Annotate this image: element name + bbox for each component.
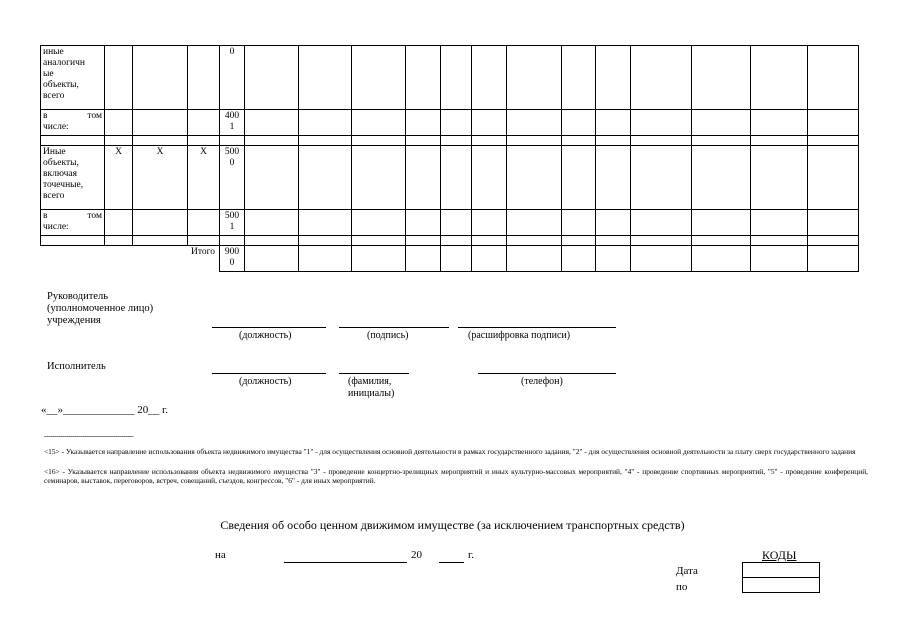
table-cell — [692, 46, 751, 110]
table-cell — [562, 246, 596, 272]
table-cell — [808, 246, 859, 272]
table-cell — [352, 110, 406, 136]
table-cell — [133, 136, 188, 146]
table-cell — [631, 236, 692, 246]
table-cell — [352, 146, 406, 210]
table-row — [41, 46, 859, 110]
table-cell — [105, 110, 133, 136]
table-cell — [41, 136, 105, 146]
year-prefix: 20 — [411, 549, 422, 561]
table-cell — [631, 136, 692, 146]
table-cell — [441, 46, 472, 110]
exec-phone-caption: (телефон) — [521, 376, 563, 387]
property-table — [40, 45, 859, 272]
table-cell — [562, 136, 596, 146]
table-cell — [692, 210, 751, 236]
table-cell — [406, 246, 441, 272]
head-label: Руководитель (уполномоченное лицо) учреждения — [47, 291, 154, 326]
table-cell — [631, 46, 692, 110]
table-cell — [188, 236, 220, 246]
table-cell — [692, 110, 751, 136]
exec-name-line[interactable] — [339, 373, 409, 374]
code-by-cell[interactable] — [743, 578, 819, 592]
table-row — [41, 110, 859, 136]
table-cell — [562, 110, 596, 136]
table-cell — [41, 236, 105, 246]
table-cell — [133, 236, 188, 246]
table-cell — [105, 210, 133, 236]
table-cell — [631, 146, 692, 210]
table-cell — [808, 146, 859, 210]
table-cell — [352, 46, 406, 110]
table-cell — [808, 110, 859, 136]
table-cell — [507, 46, 562, 110]
executor-label: Исполнитель — [47, 361, 106, 372]
year-suffix: г. — [468, 549, 475, 561]
table-cell — [751, 136, 808, 146]
table-cell — [596, 136, 631, 146]
row-code: 900 0 — [220, 246, 245, 272]
table-cell — [352, 136, 406, 146]
table-cell — [596, 246, 631, 272]
total-row — [41, 246, 859, 272]
on-label: на — [215, 549, 226, 561]
table-cell — [472, 246, 507, 272]
table-cell — [596, 236, 631, 246]
table-cell — [472, 110, 507, 136]
table-cell — [751, 210, 808, 236]
table-cell — [105, 236, 133, 246]
head-position-line[interactable] — [212, 327, 326, 328]
table-cell — [245, 136, 299, 146]
row-label: в том числе: — [41, 110, 105, 136]
table-cell — [441, 236, 472, 246]
table-cell — [631, 110, 692, 136]
head-decoding-caption: (расшифровка подписи) — [468, 330, 571, 341]
table-cell — [352, 210, 406, 236]
date-line[interactable]: «__»_____________ 20__ г. — [41, 404, 169, 416]
footnote-15: <15> - Указывается направление использования объекта недвижимого имущества "1" - для осуществления основной деятельности в рамках государственного задания, "2" - для осуществления основной деятельности за плату сверх государственного задания — [44, 447, 856, 456]
table-cell — [751, 46, 808, 110]
table-cell — [133, 46, 188, 110]
table-cell — [507, 210, 562, 236]
codes-box — [742, 562, 820, 593]
table-cell — [596, 46, 631, 110]
table-cell — [441, 246, 472, 272]
table-cell — [596, 210, 631, 236]
table-cell — [562, 146, 596, 210]
table-cell — [472, 210, 507, 236]
code-date-cell[interactable] — [743, 563, 819, 578]
table-cell — [507, 236, 562, 246]
table-cell — [562, 236, 596, 246]
table-cell — [631, 246, 692, 272]
table-cell — [245, 46, 299, 110]
table-row — [41, 236, 859, 246]
table-cell — [245, 146, 299, 210]
exec-phone-line[interactable] — [478, 373, 616, 374]
table-cell — [472, 136, 507, 146]
table-row — [41, 146, 859, 210]
table-cell — [751, 246, 808, 272]
table-cell — [441, 110, 472, 136]
table-cell — [188, 110, 220, 136]
row-code: 0 — [220, 46, 245, 110]
head-signature-line[interactable] — [339, 327, 449, 328]
table-cell — [352, 236, 406, 246]
table-cell — [751, 110, 808, 136]
cell-x: X — [133, 146, 188, 210]
cell-x: X — [188, 146, 220, 210]
table-cell — [406, 136, 441, 146]
table-cell — [507, 146, 562, 210]
table-cell — [245, 246, 299, 272]
table-cell — [299, 46, 352, 110]
exec-name-caption: (фамилия, инициалы) — [348, 376, 395, 399]
head-signature-caption: (подпись) — [367, 330, 409, 341]
table-cell — [507, 246, 562, 272]
row-label: в том числе: — [41, 210, 105, 236]
total-label: Итого — [190, 247, 215, 257]
table-cell — [472, 236, 507, 246]
table-cell — [188, 136, 220, 146]
table-cell — [562, 46, 596, 110]
table-cell — [472, 46, 507, 110]
table-cell — [441, 136, 472, 146]
table-cell — [299, 146, 352, 210]
table-cell — [245, 236, 299, 246]
table-cell — [105, 46, 133, 110]
table-cell — [692, 236, 751, 246]
table-cell — [751, 146, 808, 210]
table-row — [41, 136, 859, 146]
table-cell — [220, 136, 245, 146]
table-cell — [507, 136, 562, 146]
table-cell — [751, 236, 808, 246]
table-cell — [441, 210, 472, 236]
table-cell — [692, 136, 751, 146]
section-title: Сведения об особо ценном движимом имуществе (за исключением транспортных средств) — [220, 518, 685, 532]
table-cell — [299, 210, 352, 236]
row-code: 500 0 — [220, 146, 245, 210]
table-cell — [188, 210, 220, 236]
table-cell — [441, 146, 472, 210]
table-cell — [596, 146, 631, 210]
date-label: Дата — [676, 565, 698, 577]
table-row — [41, 210, 859, 236]
row-label: Иные объекты, включая точечные, всего — [41, 146, 105, 210]
table-cell — [406, 210, 441, 236]
table-cell — [631, 210, 692, 236]
row-code: 400 1 — [220, 110, 245, 136]
table-cell — [562, 210, 596, 236]
codes-label: КОДЫ — [762, 548, 797, 562]
table-cell — [105, 136, 133, 146]
table-cell — [406, 146, 441, 210]
footnote-separator: -------------------------------------------- — [44, 432, 134, 440]
exec-position-caption: (должность) — [239, 376, 292, 387]
table-cell — [808, 136, 859, 146]
table-cell — [808, 46, 859, 110]
table-cell — [133, 110, 188, 136]
table-cell — [352, 246, 406, 272]
table-cell — [299, 110, 352, 136]
table-cell — [692, 246, 751, 272]
row-code: 500 1 — [220, 210, 245, 236]
table-cell — [299, 136, 352, 146]
table-cell — [188, 46, 220, 110]
table-cell — [808, 236, 859, 246]
head-position-caption: (должность) — [239, 330, 292, 341]
table-cell — [245, 110, 299, 136]
date-field-line[interactable] — [284, 562, 407, 563]
table-cell — [299, 246, 352, 272]
table-cell — [220, 236, 245, 246]
table-cell — [406, 110, 441, 136]
row-label: иные аналогичн ые объекты, всего — [41, 46, 105, 110]
table-cell — [245, 210, 299, 236]
footnote-16: <16> - Указывается направление использования объекта недвижимого имущества "3" - проведение концертно-зрелищных мероприятий и иных культурно-массовых мероприятий, "4" - проведение спортивных мероприятий, "5" - проведение конференций, семинаров, выставок, переговоров, встреч, совещаний, съездов, конгрессов, "6" - для иных мероприятий. — [44, 467, 868, 485]
head-decoding-line[interactable] — [458, 327, 616, 328]
year-field-line[interactable] — [439, 562, 464, 563]
exec-position-line[interactable] — [212, 373, 326, 374]
table-cell — [472, 146, 507, 210]
table-cell — [299, 236, 352, 246]
table-cell — [692, 146, 751, 210]
table-cell — [596, 110, 631, 136]
table-cell — [406, 236, 441, 246]
table-cell — [133, 210, 188, 236]
cell-x: X — [105, 146, 133, 210]
table-cell — [507, 110, 562, 136]
table-cell — [406, 46, 441, 110]
by-label: по — [676, 581, 688, 593]
table-cell — [808, 210, 859, 236]
